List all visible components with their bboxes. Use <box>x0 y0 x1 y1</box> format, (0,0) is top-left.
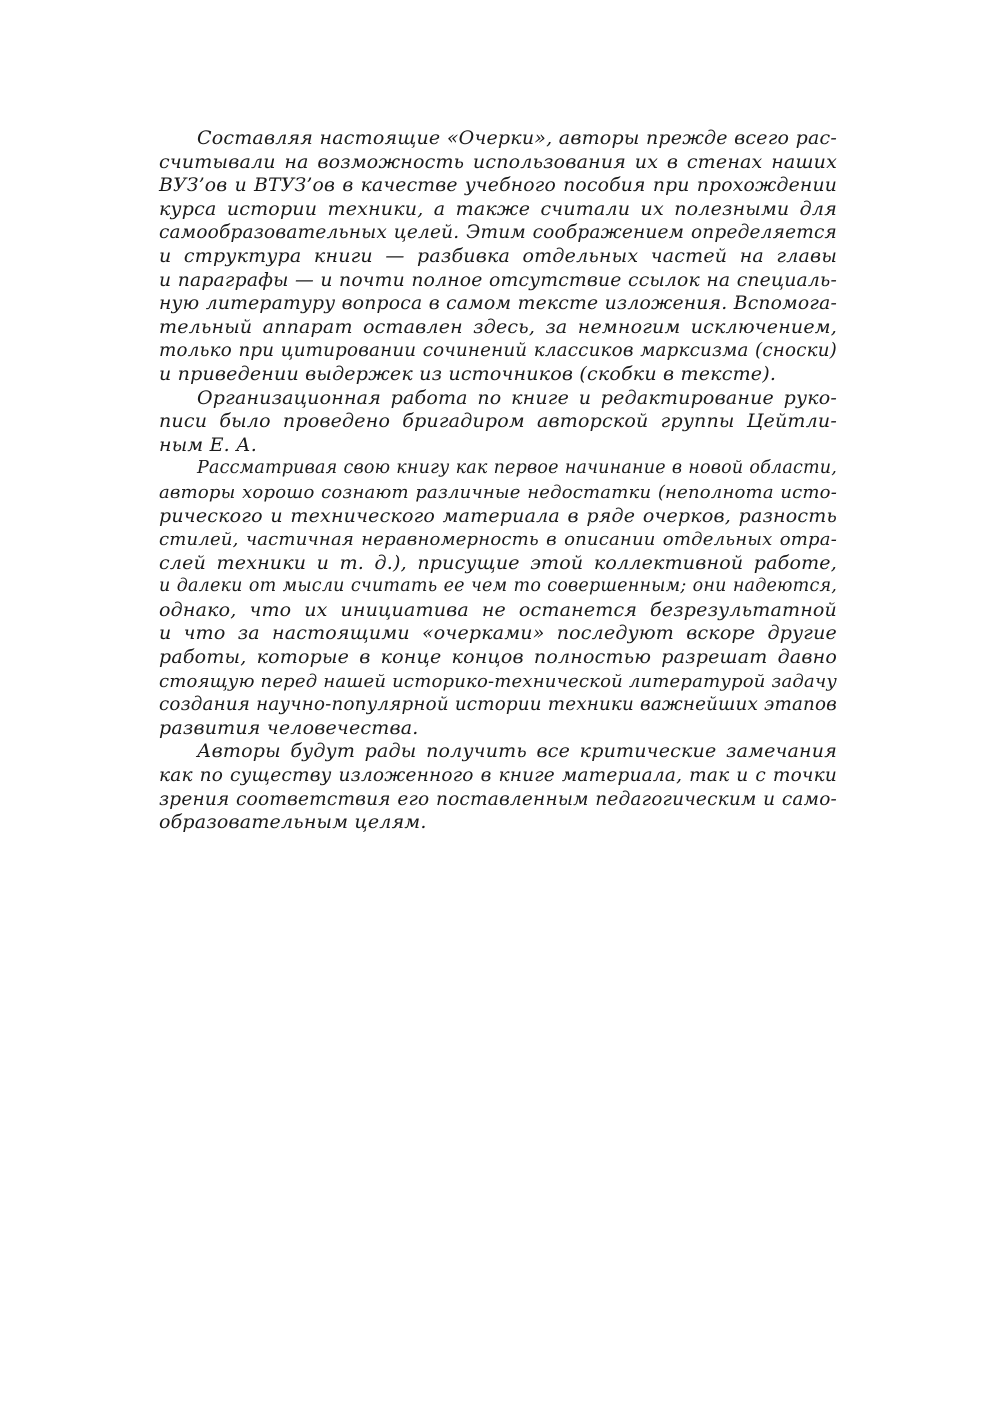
text-line: образовательным целям. <box>159 811 427 834</box>
text-line: и приведении выдержек из источников (скобки в тексте). <box>159 362 777 385</box>
text-line: однако, что их инициатива не останется безрезультатной <box>159 598 837 621</box>
preface-text <box>159 127 837 835</box>
text-line: и параграфы — и почти полное отсутствие ссылок на специаль- <box>159 269 837 291</box>
text-line: курса истории техники, а также считали их полезными для <box>159 197 837 220</box>
text-line: создания научно-популярной истории техники важнейших этапов <box>159 694 837 716</box>
text-line: работы, которые в конце концов полностью разрешат давно <box>159 646 837 669</box>
text-line: стилей, частичная неравномерность в описании отдельных отра- <box>159 529 837 551</box>
paragraph-feedback <box>159 740 837 834</box>
paragraph-shortcomings <box>159 457 837 740</box>
text-line: рического и технического материала в ряде очерков, разность <box>159 504 837 527</box>
text-line: только при цитировании сочинений классиков марксизма (сноски) <box>159 340 837 362</box>
text-line: слей техники и т. д.), присущие этой коллективной работе, <box>159 551 837 574</box>
text-line: зрения соответствия его поставленным педагогическим и само- <box>159 788 837 810</box>
text-line: авторы хорошо сознают различные недостатки (неполнота исто- <box>159 481 837 503</box>
text-line: самообразовательных целей. Этим соображением определяется <box>159 222 837 244</box>
text-line: ВУЗ’ов и ВТУЗ’ов в качестве учебного пособия при прохождении <box>159 175 837 197</box>
text-line: тельный аппарат оставлен здесь, за немногим исключением, <box>159 315 837 338</box>
paragraph-purpose <box>159 127 837 387</box>
text-line: и структура книги — разбивка отдельных частей на главы <box>159 244 837 267</box>
text-line: писи было проведено бригадиром авторской группы Цейтли- <box>159 410 837 433</box>
paragraph-editorial <box>159 387 837 458</box>
text-line: как по существу изложенного в книге материала, так и с точки <box>159 765 837 787</box>
text-line: Организационная работа по книге и редактирование руко- <box>197 386 837 409</box>
text-line: Рассматривая свою книгу как первое начинание в новой области, <box>197 458 837 479</box>
text-line: Авторы будут рады получить все критические замечания <box>197 740 837 763</box>
text-line: и что за настоящими «очерками» последуют вскоре другие <box>159 622 837 645</box>
text-line: считывали на возможность использования их в стенах наших <box>159 150 837 173</box>
text-line: стоящую перед нашей историко-технической литературой задачу <box>159 670 837 692</box>
text-line: ным Е. А. <box>159 433 257 456</box>
text-line: ную литературу вопроса в самом тексте изложения. Вспомога- <box>159 293 837 315</box>
text-line: Составляя настоящие «Очерки», авторы прежде всего рас- <box>197 127 837 149</box>
text-line: развития человечества. <box>159 716 419 739</box>
text-line: и далеки от мысли считать ее чем то совершенным; они надеются, <box>159 576 837 597</box>
